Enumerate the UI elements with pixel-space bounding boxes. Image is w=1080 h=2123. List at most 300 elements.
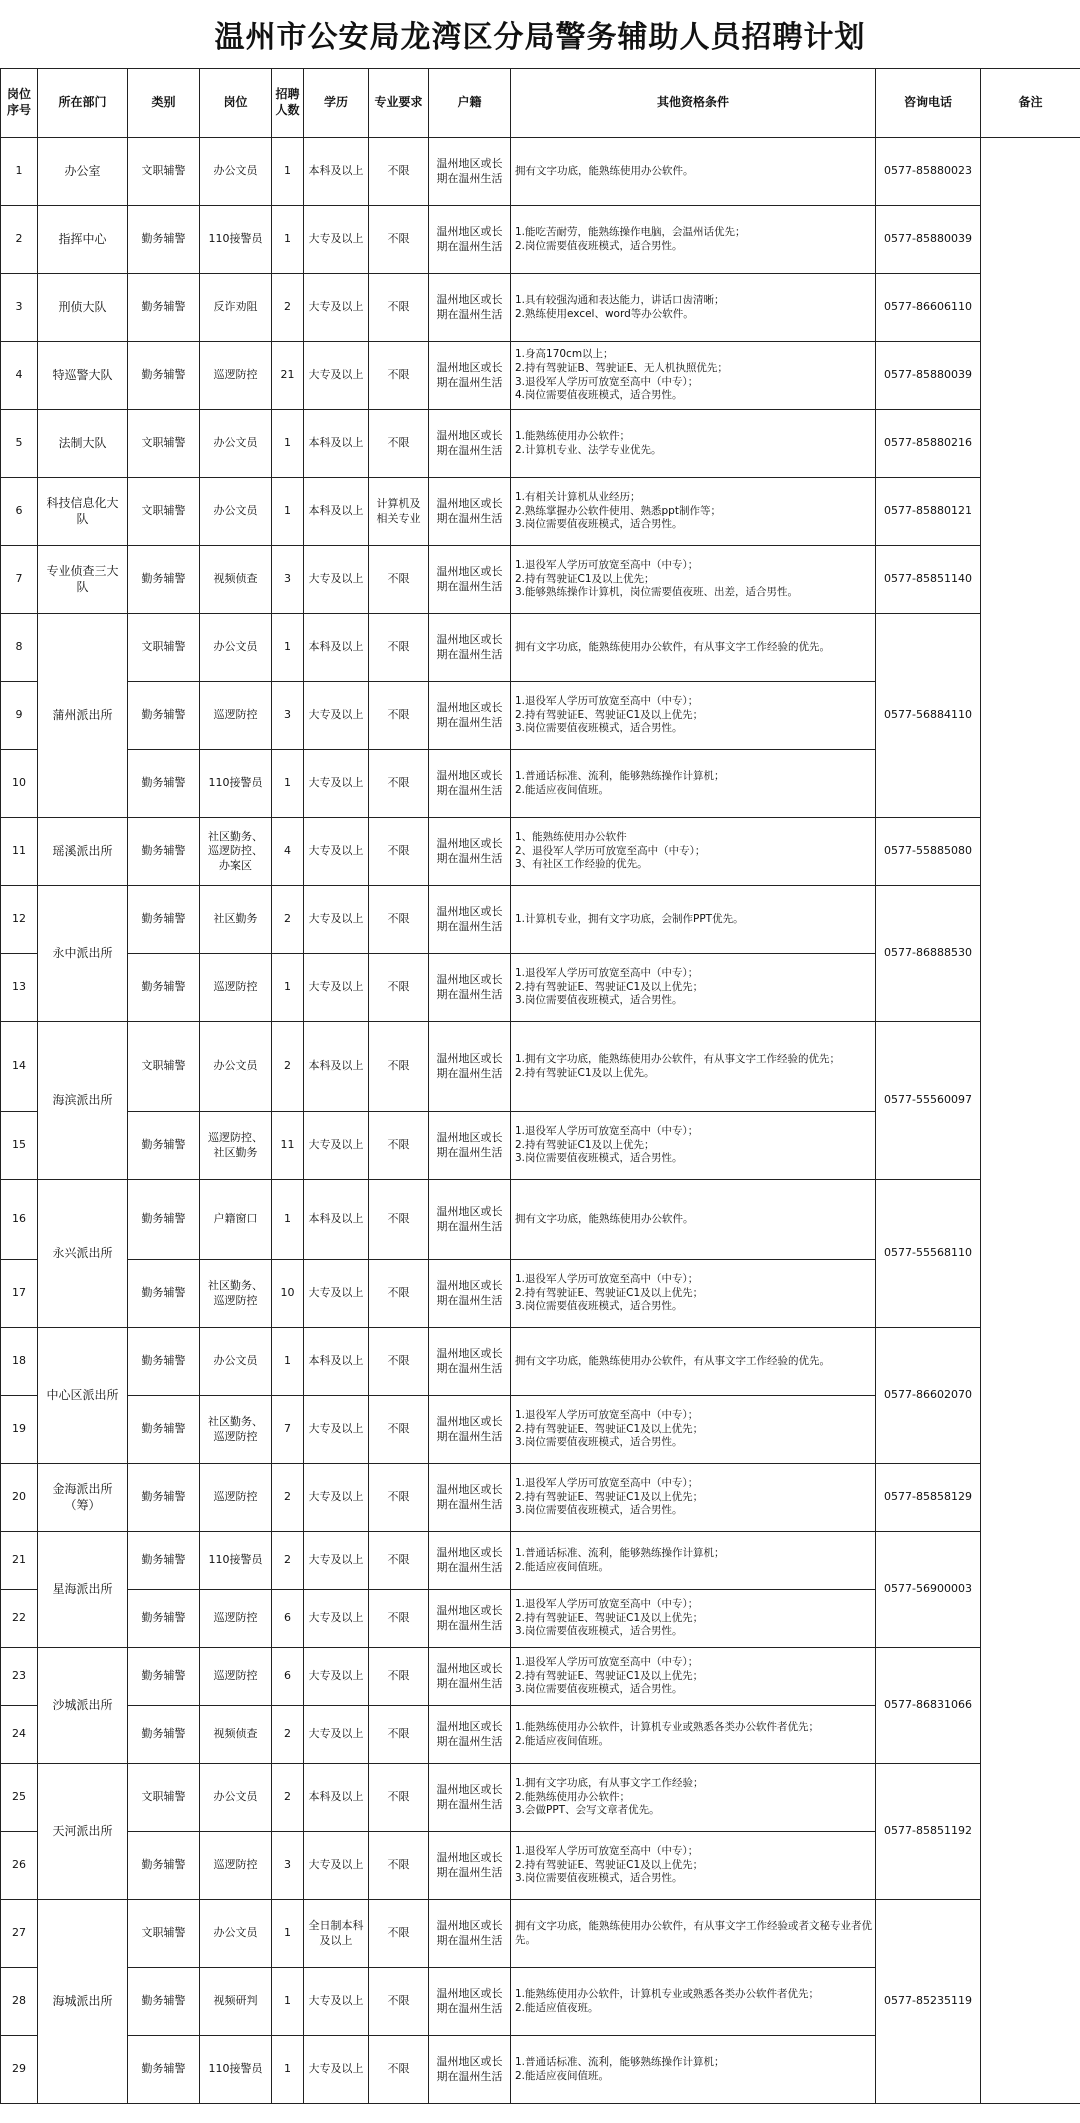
- cell-dept: 海城派出所: [38, 1900, 128, 2104]
- cell-residence: 温州地区或长期在温州生活: [429, 2036, 511, 2104]
- cell-major: 不限: [369, 1900, 429, 1968]
- cell-residence: 温州地区或长期在温州生活: [429, 206, 511, 274]
- cell-dept: 永中派出所: [38, 886, 128, 1022]
- cell-count: 3: [272, 682, 304, 750]
- cell-no: 26: [1, 1832, 38, 1900]
- cell-count: 3: [272, 1832, 304, 1900]
- cell-no: 12: [1, 886, 38, 954]
- cell-residence: 温州地区或长期在温州生活: [429, 1112, 511, 1180]
- cell-other: 1.退役军人学历可放宽至高中（中专）； 2.持有驾驶证C1及以上优先； 3.岗位需要值夜班模式，适合男性。: [511, 1112, 876, 1180]
- cell-major: 不限: [369, 1832, 429, 1900]
- cell-phone: 0577-85851140: [876, 546, 981, 614]
- cell-residence: 温州地区或长期在温州生活: [429, 274, 511, 342]
- cell-no: 27: [1, 1900, 38, 1968]
- cell-other: 1.退役军人学历可放宽至高中（中专）； 2.持有驾驶证E、驾驶证C1及以上优先； 3.岗位需要值夜班模式，适合男性。: [511, 1648, 876, 1706]
- cell-edu: 全日制本科及以上: [304, 1900, 369, 1968]
- cell-residence: 温州地区或长期在温州生活: [429, 682, 511, 750]
- cell-edu: 大专及以上: [304, 342, 369, 410]
- table-row: [1, 410, 1080, 478]
- cell-count: 21: [272, 342, 304, 410]
- cell-no: 28: [1, 1968, 38, 2036]
- cell-other: 1.普通话标准、流利，能够熟练操作计算机； 2.能适应夜间值班。: [511, 1532, 876, 1590]
- cell-edu: 大专及以上: [304, 1260, 369, 1328]
- header-count: 招聘 人数: [272, 69, 304, 138]
- cell-count: 10: [272, 1260, 304, 1328]
- cell-category: 勤务辅警: [128, 1648, 200, 1706]
- cell-residence: 温州地区或长期在温州生活: [429, 1968, 511, 2036]
- cell-count: 2: [272, 1764, 304, 1832]
- table-row: [1, 1532, 1080, 1590]
- cell-residence: 温州地区或长期在温州生活: [429, 1832, 511, 1900]
- cell-category: 勤务辅警: [128, 206, 200, 274]
- cell-no: 7: [1, 546, 38, 614]
- cell-major: 不限: [369, 1112, 429, 1180]
- cell-major: 不限: [369, 682, 429, 750]
- cell-phone: 0577-55560097: [876, 1022, 981, 1180]
- cell-major: 不限: [369, 1396, 429, 1464]
- cell-residence: 温州地区或长期在温州生活: [429, 1590, 511, 1648]
- table-row: [1, 1022, 1080, 1112]
- cell-category: 勤务辅警: [128, 1396, 200, 1464]
- cell-edu: 大专及以上: [304, 886, 369, 954]
- table-body: [1, 138, 1080, 2104]
- cell-other: 1.普通话标准、流利，能够熟练操作计算机； 2.能适应夜间值班。: [511, 2036, 876, 2104]
- table-row: [1, 818, 1080, 886]
- header-no: 岗位 序号: [1, 69, 38, 138]
- cell-edu: 大专及以上: [304, 206, 369, 274]
- cell-category: 文职辅警: [128, 1022, 200, 1112]
- cell-phone: 0577-86888530: [876, 886, 981, 1022]
- cell-other: 1.能熟练使用办公软件，计算机专业或熟悉各类办公软件者优先； 2.能适应夜间值班。: [511, 1706, 876, 1764]
- cell-dept: 天河派出所: [38, 1764, 128, 1900]
- cell-post: 户籍窗口: [200, 1180, 272, 1260]
- header-edu: 学历: [304, 69, 369, 138]
- cell-post: 巡逻防控: [200, 1648, 272, 1706]
- cell-residence: 温州地区或长期在温州生活: [429, 410, 511, 478]
- cell-count: 7: [272, 1396, 304, 1464]
- cell-category: 勤务辅警: [128, 2036, 200, 2104]
- cell-count: 1: [272, 954, 304, 1022]
- cell-post: 社区勤务: [200, 886, 272, 954]
- cell-post: 110接警员: [200, 1532, 272, 1590]
- cell-count: 1: [272, 614, 304, 682]
- cell-dept: 永兴派出所: [38, 1180, 128, 1328]
- cell-major: 不限: [369, 1706, 429, 1764]
- cell-dept: 特巡警大队: [38, 342, 128, 410]
- cell-category: 勤务辅警: [128, 1328, 200, 1396]
- cell-residence: 温州地区或长期在温州生活: [429, 1764, 511, 1832]
- cell-post: 巡逻防控: [200, 342, 272, 410]
- cell-other: 1.退役军人学历可放宽至高中（中专）； 2.持有驾驶证E、驾驶证C1及以上优先； 3.岗位需要值夜班模式，适合男性。: [511, 1832, 876, 1900]
- cell-dept: 蒲州派出所: [38, 614, 128, 818]
- cell-phone: 0577-85851192: [876, 1764, 981, 1900]
- cell-edu: 本科及以上: [304, 410, 369, 478]
- cell-residence: 温州地区或长期在温州生活: [429, 342, 511, 410]
- cell-other: 1.退役军人学历可放宽至高中（中专）； 2.持有驾驶证E、驾驶证C1及以上优先； 3.岗位需要值夜班模式，适合男性。: [511, 954, 876, 1022]
- cell-edu: 大专及以上: [304, 1112, 369, 1180]
- cell-residence: 温州地区或长期在温州生活: [429, 750, 511, 818]
- cell-count: 1: [272, 410, 304, 478]
- cell-phone: 0577-86606110: [876, 274, 981, 342]
- cell-category: 文职辅警: [128, 410, 200, 478]
- recruitment-table: [0, 68, 1080, 2104]
- cell-category: 勤务辅警: [128, 1532, 200, 1590]
- cell-post: 办公文员: [200, 478, 272, 546]
- cell-major: 不限: [369, 206, 429, 274]
- cell-major: 不限: [369, 1764, 429, 1832]
- cell-post: 办公文员: [200, 1764, 272, 1832]
- cell-major: 不限: [369, 750, 429, 818]
- cell-other: 拥有文字功底，能熟练使用办公软件。: [511, 138, 876, 206]
- cell-category: 文职辅警: [128, 478, 200, 546]
- cell-edu: 大专及以上: [304, 1832, 369, 1900]
- cell-no: 6: [1, 478, 38, 546]
- cell-count: 11: [272, 1112, 304, 1180]
- cell-edu: 本科及以上: [304, 1328, 369, 1396]
- cell-category: 勤务辅警: [128, 1180, 200, 1260]
- cell-no: 25: [1, 1764, 38, 1832]
- cell-phone: 0577-85880121: [876, 478, 981, 546]
- cell-no: 8: [1, 614, 38, 682]
- header-row: [1, 69, 1080, 138]
- cell-edu: 大专及以上: [304, 1396, 369, 1464]
- cell-no: 13: [1, 954, 38, 1022]
- cell-other: 1.计算机专业，拥有文字功底，会制作PPT优先。: [511, 886, 876, 954]
- cell-count: 2: [272, 1022, 304, 1112]
- table-row: [1, 1328, 1080, 1396]
- cell-edu: 本科及以上: [304, 614, 369, 682]
- cell-no: 29: [1, 2036, 38, 2104]
- cell-residence: 温州地区或长期在温州生活: [429, 1900, 511, 1968]
- cell-category: 勤务辅警: [128, 1112, 200, 1180]
- cell-other: 1.有相关计算机从业经历； 2.熟练掌握办公软件使用、熟悉ppt制作等； 3.岗位需要值夜班模式，适合男性。: [511, 478, 876, 546]
- cell-count: 2: [272, 1464, 304, 1532]
- cell-count: 1: [272, 138, 304, 206]
- cell-category: 勤务辅警: [128, 1832, 200, 1900]
- cell-category: 勤务辅警: [128, 1968, 200, 2036]
- header-major: 专业要求: [369, 69, 429, 138]
- cell-major: 不限: [369, 1648, 429, 1706]
- cell-dept: 刑侦大队: [38, 274, 128, 342]
- header-post: 岗位: [200, 69, 272, 138]
- cell-no: 4: [1, 342, 38, 410]
- cell-post: 巡逻防控: [200, 1590, 272, 1648]
- cell-no: 22: [1, 1590, 38, 1648]
- cell-phone: 0577-56884110: [876, 614, 981, 818]
- cell-phone: 0577-55568110: [876, 1180, 981, 1328]
- cell-post: 办公文员: [200, 1328, 272, 1396]
- cell-post: 办公文员: [200, 138, 272, 206]
- cell-count: 6: [272, 1590, 304, 1648]
- cell-edu: 大专及以上: [304, 274, 369, 342]
- cell-post: 办公文员: [200, 410, 272, 478]
- cell-no: 17: [1, 1260, 38, 1328]
- cell-other: 1.普通话标准、流利，能够熟练操作计算机； 2.能适应夜间值班。: [511, 750, 876, 818]
- cell-residence: 温州地区或长期在温州生活: [429, 1706, 511, 1764]
- cell-category: 勤务辅警: [128, 886, 200, 954]
- cell-major: 不限: [369, 410, 429, 478]
- cell-phone: 0577-85858129: [876, 1464, 981, 1532]
- cell-other: 1、能熟练使用办公软件 2、退役军人学历可放宽至高中（中专）； 3、有社区工作经验的优先。: [511, 818, 876, 886]
- cell-post: 办公文员: [200, 614, 272, 682]
- cell-category: 勤务辅警: [128, 546, 200, 614]
- cell-major: 不限: [369, 886, 429, 954]
- cell-no: 23: [1, 1648, 38, 1706]
- cell-phone: 0577-86831066: [876, 1648, 981, 1764]
- cell-phone: 0577-55885080: [876, 818, 981, 886]
- cell-category: 勤务辅警: [128, 682, 200, 750]
- cell-category: 勤务辅警: [128, 750, 200, 818]
- cell-residence: 温州地区或长期在温州生活: [429, 1532, 511, 1590]
- cell-residence: 温州地区或长期在温州生活: [429, 138, 511, 206]
- cell-remark: [981, 138, 1080, 2104]
- cell-count: 2: [272, 886, 304, 954]
- cell-edu: 大专及以上: [304, 1532, 369, 1590]
- cell-other: 1.能熟练使用办公软件； 2.计算机专业、法学专业优先。: [511, 410, 876, 478]
- cell-edu: 大专及以上: [304, 1464, 369, 1532]
- cell-edu: 大专及以上: [304, 1968, 369, 2036]
- cell-edu: 本科及以上: [304, 1180, 369, 1260]
- cell-edu: 大专及以上: [304, 818, 369, 886]
- cell-count: 2: [272, 1706, 304, 1764]
- cell-edu: 大专及以上: [304, 682, 369, 750]
- cell-major: 不限: [369, 274, 429, 342]
- cell-other: 拥有文字功底，能熟练使用办公软件，有从事文字工作经验或者文秘专业者优先。: [511, 1900, 876, 1968]
- cell-phone: 0577-86602070: [876, 1328, 981, 1464]
- cell-dept: 沙城派出所: [38, 1648, 128, 1764]
- cell-major: 不限: [369, 138, 429, 206]
- cell-major: 不限: [369, 954, 429, 1022]
- cell-category: 勤务辅警: [128, 274, 200, 342]
- table-row: [1, 546, 1080, 614]
- cell-dept: 科技信息化大队: [38, 478, 128, 546]
- cell-other: 1.能熟练使用办公软件，计算机专业或熟悉各类办公软件者优先； 2.能适应值夜班。: [511, 1968, 876, 2036]
- cell-count: 1: [272, 1968, 304, 2036]
- header-category: 类别: [128, 69, 200, 138]
- cell-no: 24: [1, 1706, 38, 1764]
- cell-count: 1: [272, 2036, 304, 2104]
- cell-major: 不限: [369, 1968, 429, 2036]
- header-phone: 咨询电话: [876, 69, 981, 138]
- cell-category: 文职辅警: [128, 1764, 200, 1832]
- cell-post: 110接警员: [200, 2036, 272, 2104]
- cell-other: 1.退役军人学历可放宽至高中（中专）； 2.持有驾驶证E、驾驶证C1及以上优先； 3.岗位需要值夜班模式，适合男性。: [511, 1260, 876, 1328]
- cell-no: 1: [1, 138, 38, 206]
- header-dept: 所在部门: [38, 69, 128, 138]
- cell-post: 110接警员: [200, 206, 272, 274]
- cell-category: 勤务辅警: [128, 954, 200, 1022]
- cell-edu: 本科及以上: [304, 478, 369, 546]
- cell-edu: 大专及以上: [304, 2036, 369, 2104]
- header-other: 其他资格条件: [511, 69, 876, 138]
- cell-major: 不限: [369, 342, 429, 410]
- cell-post: 巡逻防控: [200, 1832, 272, 1900]
- cell-category: 文职辅警: [128, 1900, 200, 1968]
- cell-category: 文职辅警: [128, 138, 200, 206]
- cell-major: 不限: [369, 2036, 429, 2104]
- cell-other: 1.拥有文字功底，有从事文字工作经验； 2.能熟练使用办公软件； 3.会做PPT、会写文章者优先。: [511, 1764, 876, 1832]
- cell-dept: 金海派出所（筹）: [38, 1464, 128, 1532]
- cell-dept: 办公室: [38, 138, 128, 206]
- cell-post: 巡逻防控、社区勤务: [200, 1112, 272, 1180]
- cell-count: 1: [272, 478, 304, 546]
- cell-other: 1.退役军人学历可放宽至高中（中专）； 2.持有驾驶证E、驾驶证C1及以上优先； 3.岗位需要值夜班模式，适合男性。: [511, 682, 876, 750]
- cell-other: 1.身高170cm以上； 2.持有驾驶证B、驾驶证E、无人机执照优先； 3.退役军人学历可放宽至高中（中专）； 4.岗位需要值夜班模式，适合男性。: [511, 342, 876, 410]
- cell-post: 视频研判: [200, 1968, 272, 2036]
- cell-phone: 0577-85235119: [876, 1900, 981, 2104]
- table-row: [1, 206, 1080, 274]
- cell-dept: 中心区派出所: [38, 1328, 128, 1464]
- cell-no: 2: [1, 206, 38, 274]
- cell-other: 1.具有较强沟通和表达能力，讲话口齿清晰； 2.熟练使用excel、word等办公软件。: [511, 274, 876, 342]
- cell-edu: 大专及以上: [304, 1590, 369, 1648]
- table-row: [1, 342, 1080, 410]
- cell-major: 不限: [369, 1590, 429, 1648]
- cell-other: 1.退役军人学历可放宽至高中（中专）； 2.持有驾驶证C1及以上优先； 3.能够熟练操作计算机，岗位需要值夜班、出差，适合男性。: [511, 546, 876, 614]
- cell-residence: 温州地区或长期在温州生活: [429, 478, 511, 546]
- cell-category: 勤务辅警: [128, 1706, 200, 1764]
- cell-post: 办公文员: [200, 1022, 272, 1112]
- cell-residence: 温州地区或长期在温州生活: [429, 1260, 511, 1328]
- table-row: [1, 478, 1080, 546]
- cell-residence: 温州地区或长期在温州生活: [429, 1464, 511, 1532]
- cell-edu: 大专及以上: [304, 750, 369, 818]
- cell-no: 20: [1, 1464, 38, 1532]
- cell-no: 15: [1, 1112, 38, 1180]
- table-row: [1, 1900, 1080, 1968]
- table-row: [1, 1764, 1080, 1832]
- cell-count: 1: [272, 1180, 304, 1260]
- cell-no: 3: [1, 274, 38, 342]
- cell-residence: 温州地区或长期在温州生活: [429, 954, 511, 1022]
- cell-other: 拥有文字功底，能熟练使用办公软件。: [511, 1180, 876, 1260]
- cell-category: 勤务辅警: [128, 1260, 200, 1328]
- table-row: [1, 274, 1080, 342]
- cell-major: 不限: [369, 546, 429, 614]
- cell-phone: 0577-85880023: [876, 138, 981, 206]
- cell-other: 拥有文字功底，能熟练使用办公软件，有从事文字工作经验的优先。: [511, 614, 876, 682]
- cell-dept: 海滨派出所: [38, 1022, 128, 1180]
- cell-other: 1.拥有文字功底，能熟练使用办公软件，有从事文字工作经验的优先； 2.持有驾驶证C1及以上优先。: [511, 1022, 876, 1112]
- cell-count: 6: [272, 1648, 304, 1706]
- cell-edu: 本科及以上: [304, 1764, 369, 1832]
- cell-major: 不限: [369, 614, 429, 682]
- cell-category: 勤务辅警: [128, 1464, 200, 1532]
- cell-count: 1: [272, 1328, 304, 1396]
- cell-count: 2: [272, 1532, 304, 1590]
- cell-post: 巡逻防控: [200, 682, 272, 750]
- cell-other: 拥有文字功底，能熟练使用办公软件，有从事文字工作经验的优先。: [511, 1328, 876, 1396]
- cell-post: 社区勤务、巡逻防控、办案区: [200, 818, 272, 886]
- cell-no: 11: [1, 818, 38, 886]
- cell-residence: 温州地区或长期在温州生活: [429, 1648, 511, 1706]
- cell-category: 文职辅警: [128, 614, 200, 682]
- cell-major: 不限: [369, 1260, 429, 1328]
- table-row: [1, 886, 1080, 954]
- cell-residence: 温州地区或长期在温州生活: [429, 614, 511, 682]
- cell-post: 110接警员: [200, 750, 272, 818]
- cell-post: 办公文员: [200, 1900, 272, 1968]
- cell-count: 1: [272, 206, 304, 274]
- cell-major: 计算机及相关专业: [369, 478, 429, 546]
- cell-dept: 指挥中心: [38, 206, 128, 274]
- cell-category: 勤务辅警: [128, 818, 200, 886]
- cell-no: 5: [1, 410, 38, 478]
- cell-dept: 法制大队: [38, 410, 128, 478]
- table-row: [1, 1648, 1080, 1706]
- cell-edu: 大专及以上: [304, 1706, 369, 1764]
- cell-phone: 0577-85880039: [876, 206, 981, 274]
- cell-residence: 温州地区或长期在温州生活: [429, 1396, 511, 1464]
- table-row: [1, 1180, 1080, 1260]
- header-remark: 备注: [981, 69, 1080, 138]
- cell-no: 19: [1, 1396, 38, 1464]
- cell-other: 1.退役军人学历可放宽至高中（中专）； 2.持有驾驶证E、驾驶证C1及以上优先； 3.岗位需要值夜班模式，适合男性。: [511, 1464, 876, 1532]
- cell-post: 巡逻防控: [200, 1464, 272, 1532]
- cell-residence: 温州地区或长期在温州生活: [429, 1180, 511, 1260]
- cell-edu: 大专及以上: [304, 1648, 369, 1706]
- cell-category: 勤务辅警: [128, 342, 200, 410]
- table-row: [1, 1464, 1080, 1532]
- cell-count: 4: [272, 818, 304, 886]
- cell-major: 不限: [369, 1022, 429, 1112]
- cell-major: 不限: [369, 1180, 429, 1260]
- cell-edu: 本科及以上: [304, 1022, 369, 1112]
- cell-phone: 0577-85880039: [876, 342, 981, 410]
- cell-count: 2: [272, 274, 304, 342]
- cell-no: 18: [1, 1328, 38, 1396]
- cell-other: 1.退役军人学历可放宽至高中（中专）； 2.持有驾驶证E、驾驶证C1及以上优先； 3.岗位需要值夜班模式，适合男性。: [511, 1590, 876, 1648]
- cell-major: 不限: [369, 1328, 429, 1396]
- cell-no: 14: [1, 1022, 38, 1112]
- cell-no: 21: [1, 1532, 38, 1590]
- cell-major: 不限: [369, 1464, 429, 1532]
- cell-no: 10: [1, 750, 38, 818]
- cell-post: 巡逻防控: [200, 954, 272, 1022]
- cell-residence: 温州地区或长期在温州生活: [429, 1328, 511, 1396]
- cell-post: 视频侦查: [200, 1706, 272, 1764]
- table-row: [1, 138, 1080, 206]
- cell-edu: 大专及以上: [304, 546, 369, 614]
- cell-major: 不限: [369, 1532, 429, 1590]
- cell-category: 勤务辅警: [128, 1590, 200, 1648]
- cell-residence: 温州地区或长期在温州生活: [429, 1022, 511, 1112]
- cell-edu: 大专及以上: [304, 954, 369, 1022]
- cell-no: 9: [1, 682, 38, 750]
- table-row: [1, 614, 1080, 682]
- cell-dept: 星海派出所: [38, 1532, 128, 1648]
- cell-phone: 0577-85880216: [876, 410, 981, 478]
- cell-post: 社区勤务、巡逻防控: [200, 1260, 272, 1328]
- cell-other: 1.能吃苦耐劳，能熟练操作电脑，会温州话优先； 2.岗位需要值夜班模式，适合男性。: [511, 206, 876, 274]
- cell-major: 不限: [369, 818, 429, 886]
- header-residence: 户籍: [429, 69, 511, 138]
- cell-residence: 温州地区或长期在温州生活: [429, 886, 511, 954]
- cell-no: 16: [1, 1180, 38, 1260]
- cell-post: 反诈劝阻: [200, 274, 272, 342]
- cell-phone: 0577-56900003: [876, 1532, 981, 1648]
- cell-dept: 专业侦查三大队: [38, 546, 128, 614]
- cell-post: 社区勤务、巡逻防控: [200, 1396, 272, 1464]
- cell-residence: 温州地区或长期在温州生活: [429, 546, 511, 614]
- cell-count: 1: [272, 1900, 304, 1968]
- cell-edu: 本科及以上: [304, 138, 369, 206]
- cell-dept: 瑶溪派出所: [38, 818, 128, 886]
- cell-count: 3: [272, 546, 304, 614]
- page-title: 温州市公安局龙湾区分局警务辅助人员招聘计划: [214, 20, 866, 55]
- cell-post: 视频侦查: [200, 546, 272, 614]
- cell-other: 1.退役军人学历可放宽至高中（中专）； 2.持有驾驶证E、驾驶证C1及以上优先； 3.岗位需要值夜班模式，适合男性。: [511, 1396, 876, 1464]
